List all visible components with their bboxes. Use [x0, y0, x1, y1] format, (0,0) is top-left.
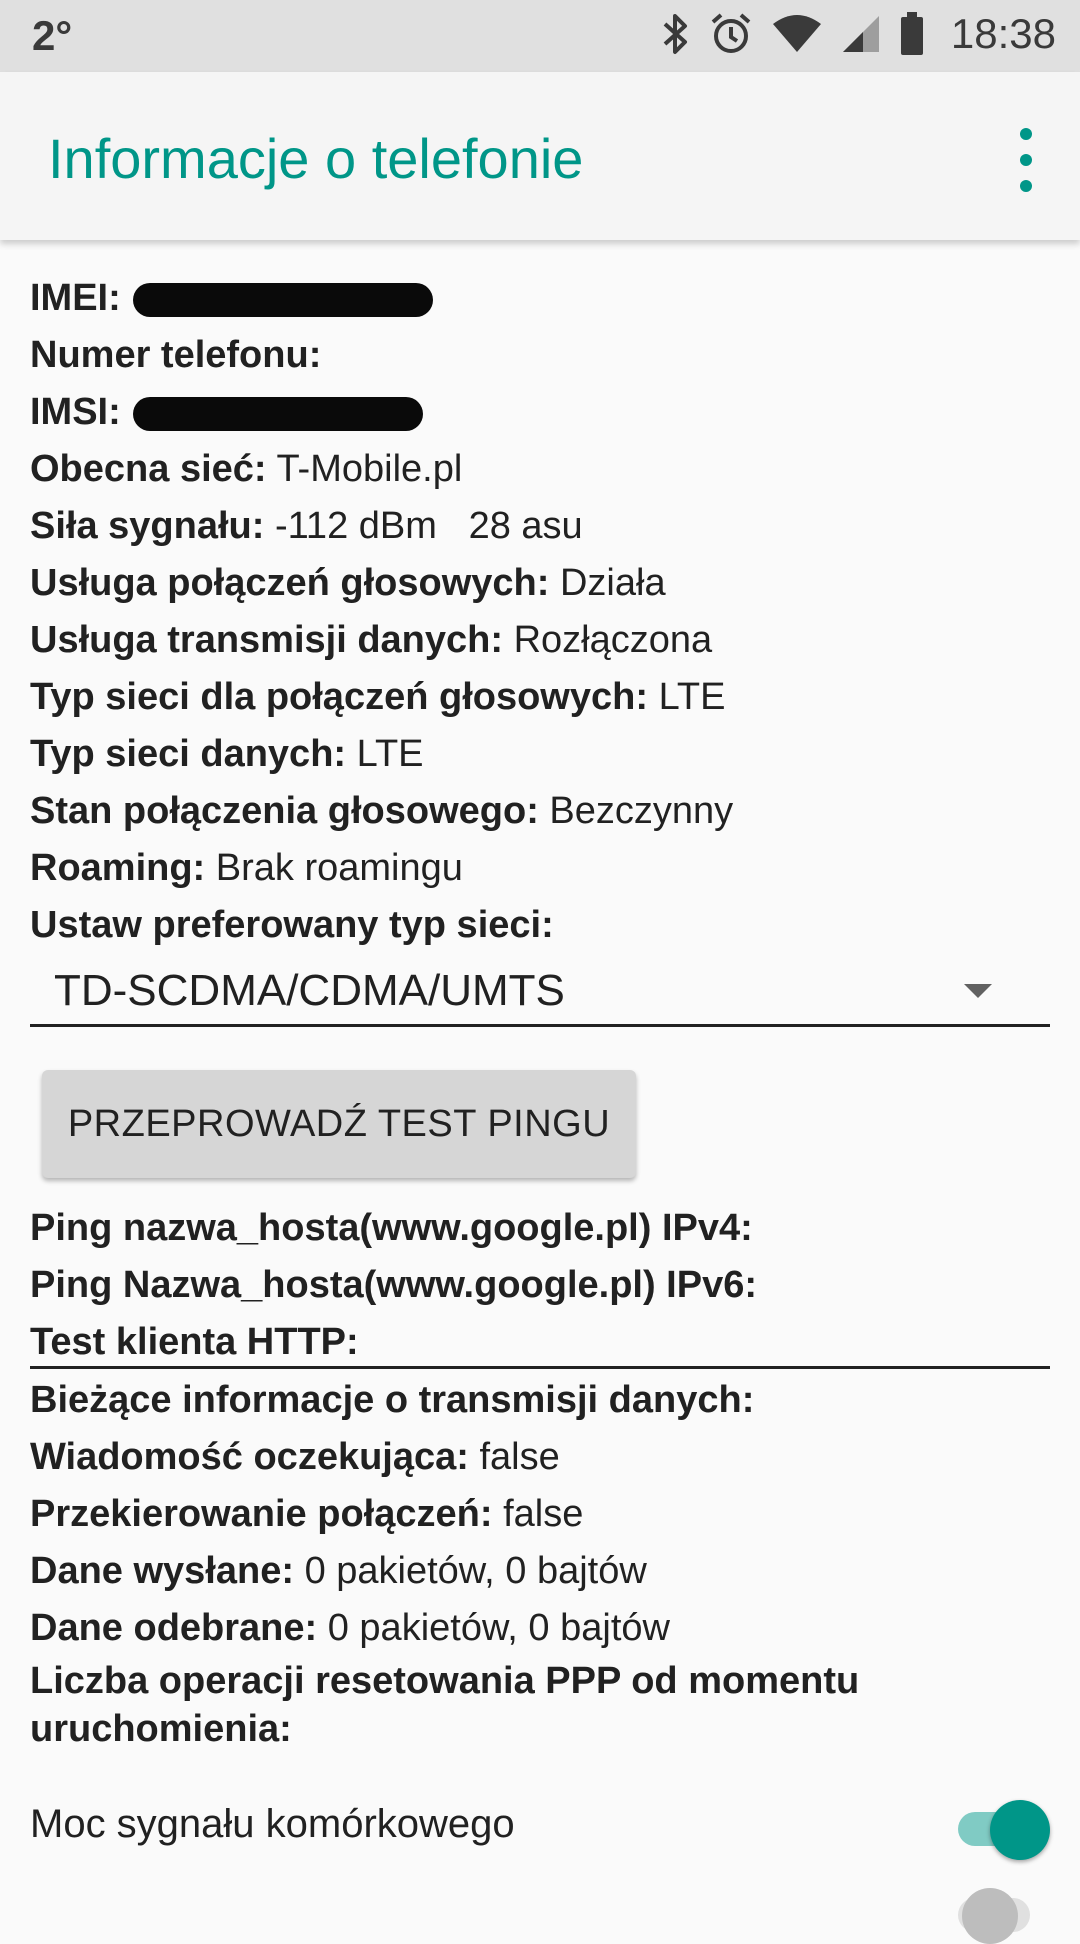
menu-dot	[1020, 154, 1032, 166]
divider	[30, 1366, 1050, 1369]
call-state-value: Bezczynny	[549, 790, 734, 832]
switch-thumb[interactable]	[962, 1888, 1018, 1944]
imsi-label: IMSI:	[30, 391, 121, 433]
status-icons	[661, 10, 1056, 58]
data-network-type-label: Typ sieci danych:	[30, 733, 347, 775]
ppp-reset-label: Liczba operacji resetowania PPP od momentu uruchomienia:	[30, 1660, 860, 1750]
message-waiting-value: false	[479, 1436, 560, 1478]
ping-results	[30, 1200, 1050, 1371]
call-forward-row	[30, 1486, 1050, 1543]
ping-ipv6-row	[30, 1257, 1050, 1314]
app-bar	[0, 72, 1080, 240]
roaming-label: Roaming:	[30, 847, 206, 889]
signal-icon	[841, 14, 881, 54]
phone-info-list	[30, 270, 1050, 954]
more-vert-icon[interactable]	[1002, 128, 1050, 192]
signal-label: Siła sygnału:	[30, 505, 265, 547]
dropdown-arrow-icon	[964, 984, 992, 998]
data-service-label: Usługa transmisji danych:	[30, 619, 504, 661]
wifi-icon	[771, 14, 823, 54]
message-waiting-label: Wiadomość oczekująca:	[30, 1436, 469, 1478]
voice-network-type-label: Typ sieci dla połączeń głosowych:	[30, 676, 649, 718]
data-sent-label: Dane wysłane:	[30, 1550, 294, 1592]
next-switch-row-partial[interactable]	[30, 1888, 1050, 1928]
data-network-type-row	[30, 726, 1050, 783]
http-test-row	[30, 1314, 1050, 1371]
call-forward-label: Przekierowanie połączeń:	[30, 1493, 493, 1535]
network-row	[30, 441, 1050, 498]
data-received-value: 0 pakietów, 0 bajtów	[327, 1607, 670, 1649]
call-state-label: Stan połączenia głosowego:	[30, 790, 539, 832]
data-info-header: Bieżące informacje o transmisji danych:	[30, 1379, 755, 1421]
imsi-row	[30, 384, 1050, 441]
menu-dot	[1020, 180, 1032, 192]
imei-label: IMEI:	[30, 277, 121, 319]
message-waiting-row	[30, 1429, 1050, 1486]
menu-dot	[1020, 128, 1032, 140]
clock-text: 18:38	[950, 10, 1056, 57]
call-state-row	[30, 783, 1050, 840]
call-forward-value: false	[503, 1493, 584, 1535]
data-network-type-value: LTE	[356, 733, 424, 775]
bluetooth-icon	[661, 12, 691, 56]
voice-network-type-row	[30, 669, 1050, 726]
preferred-network-row	[30, 897, 1050, 954]
roaming-value: Brak roamingu	[215, 847, 463, 889]
signal-value: -112 dBm 28 asu	[274, 505, 583, 547]
cell-signal-label: Moc sygnału komórkowego	[30, 1802, 515, 1846]
run-ping-test-button[interactable]: PRZEPROWADŹ TEST PINGU	[42, 1070, 636, 1178]
data-info-header-row	[30, 1372, 1050, 1429]
voice-service-label: Usługa połączeń głosowych:	[30, 562, 550, 604]
battery-icon	[899, 11, 925, 57]
temperature-text: 2°	[32, 12, 73, 59]
status-bar	[0, 0, 1080, 72]
data-info-list	[30, 1372, 1050, 1753]
ping-ipv4-label: Ping nazwa_hosta(www.google.pl) IPv4:	[30, 1207, 753, 1249]
preferred-network-selected: TD-SCDMA/CDMA/UMTS	[54, 966, 565, 1015]
preferred-network-select[interactable]	[30, 960, 1050, 1027]
network-value: T-Mobile.pl	[276, 448, 463, 490]
phone-number-row	[30, 327, 1050, 384]
data-sent-row	[30, 1543, 1050, 1600]
data-received-row	[30, 1600, 1050, 1657]
switch-thumb[interactable]	[990, 1800, 1050, 1860]
cell-signal-switch-row[interactable]	[30, 1790, 1050, 1866]
data-sent-value: 0 pakietów, 0 bajtów	[304, 1550, 647, 1592]
page-title: Informacje o telefonie	[48, 127, 584, 190]
signal-row	[30, 498, 1050, 555]
redacted-value	[133, 397, 423, 431]
redacted-value	[133, 283, 433, 317]
voice-service-value: Działa	[559, 562, 666, 604]
data-service-value: Rozłączona	[513, 619, 713, 661]
roaming-row	[30, 840, 1050, 897]
data-service-row	[30, 612, 1050, 669]
ping-ipv6-label: Ping Nazwa_hosta(www.google.pl) IPv6:	[30, 1264, 758, 1306]
preferred-network-label: Ustaw preferowany typ sieci:	[30, 904, 554, 946]
network-label: Obecna sieć:	[30, 448, 267, 490]
imei-row	[30, 270, 1050, 327]
alarm-icon	[709, 12, 753, 56]
ping-ipv4-row	[30, 1200, 1050, 1257]
data-received-label: Dane odebrane:	[30, 1607, 318, 1649]
ppp-reset-row	[30, 1657, 1050, 1753]
voice-network-type-value: LTE	[658, 676, 726, 718]
phone-number-label: Numer telefonu:	[30, 334, 322, 376]
http-test-label: Test klienta HTTP:	[30, 1321, 359, 1363]
voice-service-row	[30, 555, 1050, 612]
